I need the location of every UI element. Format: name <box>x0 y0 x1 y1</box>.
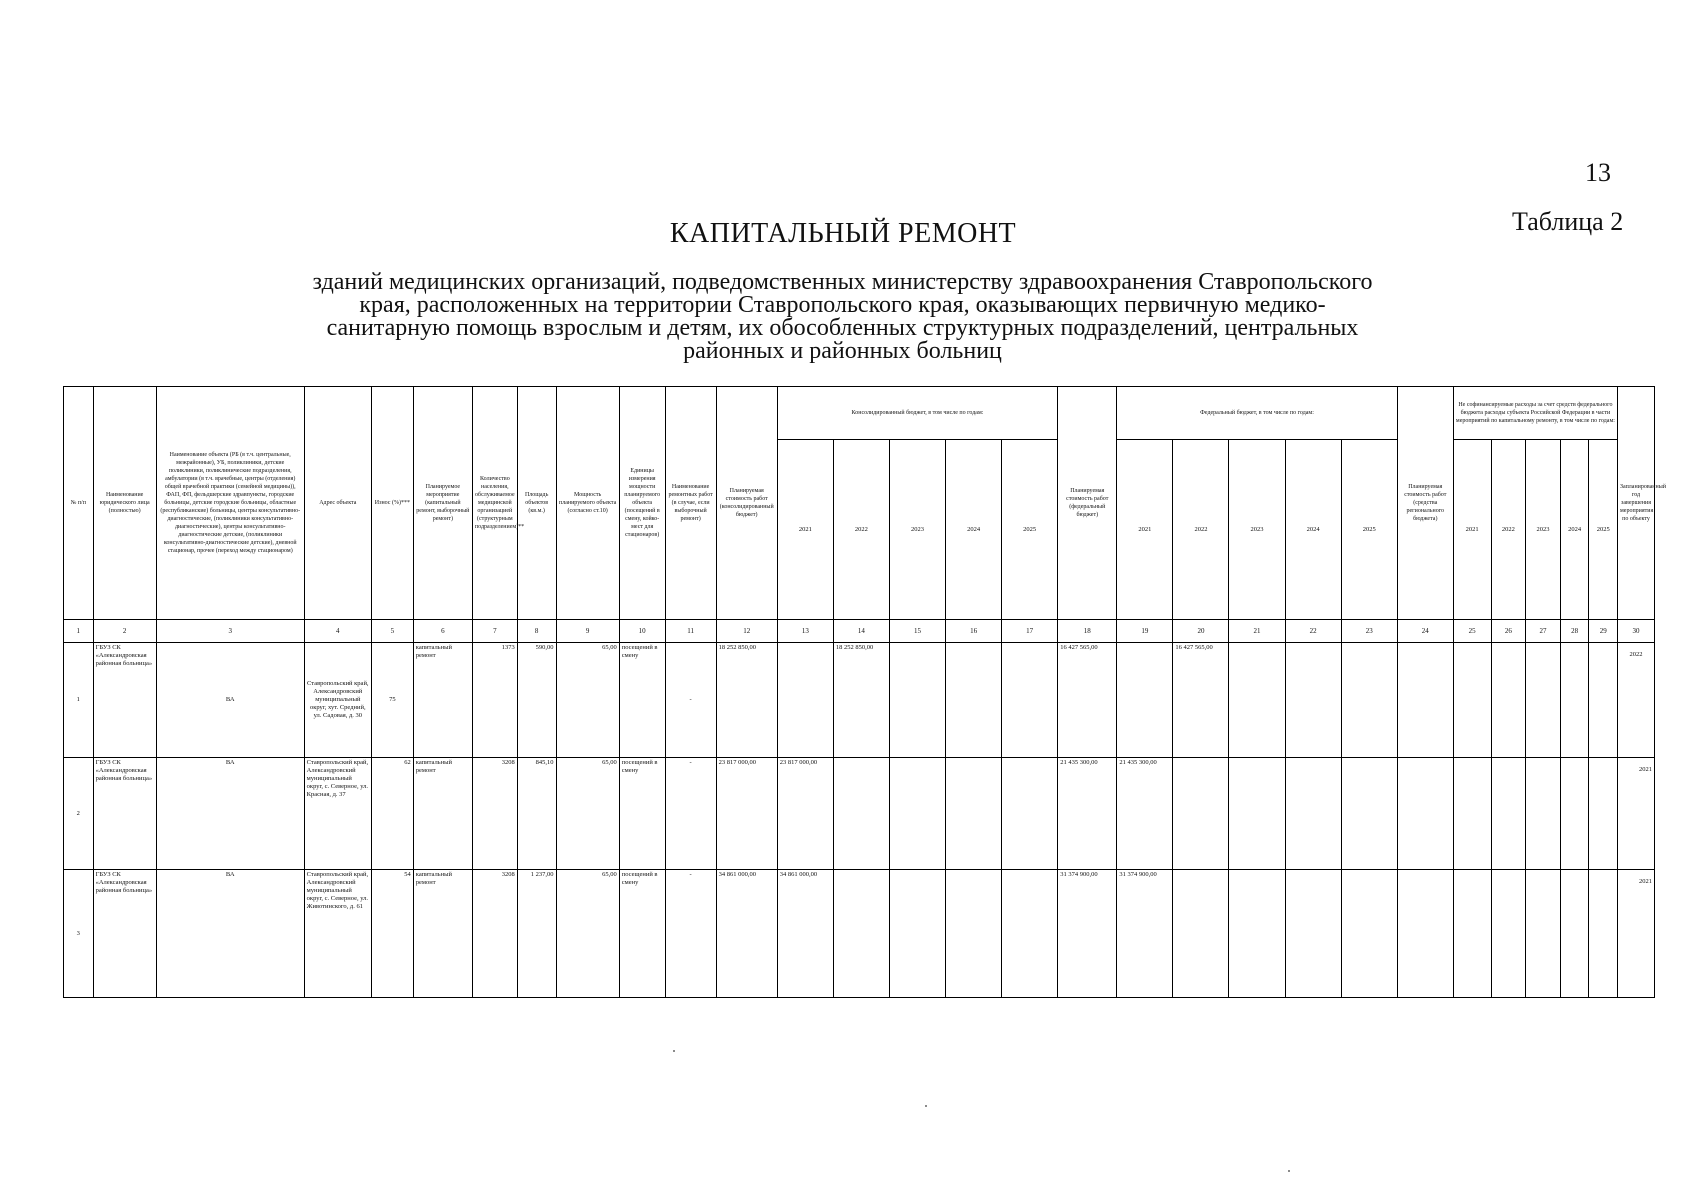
cell-wear: 75 <box>371 643 413 758</box>
cell-measure: капитальный ремонт <box>413 643 472 758</box>
column-number: 17 <box>1002 620 1058 643</box>
header-works: Наименование ремонтных работ (в случае, если выборочный ремонт) <box>665 387 716 620</box>
year-header: 2021 <box>1117 440 1173 620</box>
cell-completion-year: 2021 <box>1617 758 1654 870</box>
header-cost-federal: Планируемая стоимость работ (федеральный бюджет) <box>1058 387 1117 620</box>
column-number: 24 <box>1397 620 1453 643</box>
cell-completion-year: 2021 <box>1617 870 1654 998</box>
header-area: Площадь объектов (кв.м.) <box>517 387 556 620</box>
cell-wear: 54 <box>371 870 413 998</box>
cell-num: 1 <box>64 643 94 758</box>
cell-consolidated-2022: 18 252 850,00 <box>833 643 889 758</box>
column-number: 30 <box>1617 620 1654 643</box>
column-number: 7 <box>472 620 517 643</box>
document-title: КАПИТАЛЬНЫЙ РЕМОНТ <box>669 218 1017 249</box>
column-number: 5 <box>371 620 413 643</box>
year-header: 2023 <box>889 440 945 620</box>
header-unit: Единицы измерения мощности планируемого объекта (посещений в смену, койко-мест для стационаров) <box>619 387 665 620</box>
cell-unit: посещений в смену <box>619 758 665 870</box>
column-number: 8 <box>517 620 556 643</box>
column-number: 13 <box>777 620 833 643</box>
column-number: 3 <box>156 620 304 643</box>
cell-area: 1 237,00 <box>517 870 556 998</box>
year-header: 2023 <box>1229 440 1285 620</box>
header-group-consolidated: Консолидированный бюджет, в том числе по годам: <box>777 387 1057 440</box>
header-entity: Наименование юридического лица (полностью) <box>93 387 156 620</box>
column-number: 6 <box>413 620 472 643</box>
table-row <box>64 643 1655 758</box>
column-number: 10 <box>619 620 665 643</box>
year-header: 2022 <box>833 440 889 620</box>
cell-cost-consolidated: 34 861 000,00 <box>716 870 777 998</box>
header-cost-consolidated: Планируемая стоимость работ (консолидированный бюджет) <box>716 387 777 620</box>
column-number: 12 <box>716 620 777 643</box>
cell-federal-2021: 21 435 300,00 <box>1117 758 1173 870</box>
scan-speck <box>673 1050 675 1052</box>
cell-federal-2022 <box>1173 870 1229 998</box>
header-wear: Износ (%)*** <box>371 387 413 620</box>
header-group-regional: Не софинансируемые расходы за счет средств федерального бюджета расходы субъекта Российской Федерации в части мероприятий по капитальному ремонту, в том числе по годам: <box>1453 387 1617 440</box>
cell-cost-federal: 31 374 900,00 <box>1058 870 1117 998</box>
cell-federal-2022 <box>1173 758 1229 870</box>
cell-consolidated-2021: 23 817 000,00 <box>777 758 833 870</box>
cell-cost-consolidated: 23 817 000,00 <box>716 758 777 870</box>
cell-measure: капитальный ремонт <box>413 758 472 870</box>
year-header: 2024 <box>1560 440 1589 620</box>
header-population: Количество населения, обслуживаемое медицинской организацией (структурным подразделением)** <box>472 387 517 620</box>
cell-works: - <box>665 643 716 758</box>
cell-area: 845,10 <box>517 758 556 870</box>
cell-federal-2022: 16 427 565,00 <box>1173 643 1229 758</box>
cell-capacity: 65,00 <box>556 870 619 998</box>
column-number: 28 <box>1560 620 1589 643</box>
scan-speck <box>1288 1170 1290 1172</box>
cell-measure: капитальный ремонт <box>413 870 472 998</box>
cell-consolidated-2022 <box>833 758 889 870</box>
header-object: Наименование объекта (РБ (в т.ч. центральные, межрайонные), УБ, поликлиники, детские поликлиники, поликлинические подразделения, амбулатории (в т.ч. врачебные, центры (отделения) общей врачебной практики (семейной медицины)), ФАП, ФП, фельдшерские здравпункты, городские больницы, детские городские больницы, областные (республиканские) больницы, центры консультативно-диагностические, (поликлиники консультативно-диагностические), центры консультативно-диагностические детские, (поликлиники консультативно-диагностические детские), дневной стационар, прочее (переход между стационаром) <box>156 387 304 620</box>
cell-completion-year: 2022 <box>1617 643 1654 758</box>
cell-cost-federal: 16 427 565,00 <box>1058 643 1117 758</box>
cell-consolidated-2021: 34 861 000,00 <box>777 870 833 998</box>
header-address: Адрес объекта <box>304 387 371 620</box>
year-header: 2021 <box>777 440 833 620</box>
column-number: 25 <box>1453 620 1491 643</box>
header-measure: Планируемое мероприятие (капитальный ремонт, выборочный ремонт) <box>413 387 472 620</box>
column-number: 9 <box>556 620 619 643</box>
document-subtitle: зданий медицинских организаций, подведомственных министерству здравоохранения Ставропольского края, расположенных на территории Ставропольского края, оказывающих первичную медико-санитарную помощь взрослым и детям, их обособленных структурных подразделений, центральных районных и районных больниц <box>312 269 1373 364</box>
cell-entity: ГБУЗ СК «Александровская районная больница» <box>93 643 156 758</box>
cell-object: ВА <box>156 643 304 758</box>
cell-works: - <box>665 758 716 870</box>
year-header: 2025 <box>1589 440 1618 620</box>
table-number: Таблица 2 <box>1512 207 1624 236</box>
capital-repair-table <box>63 386 1666 998</box>
column-number: 29 <box>1589 620 1618 643</box>
cell-address: Ставропольский край, Александровский муниципальный округ, с. Северное, ул. Красная, д. 37 <box>304 758 371 870</box>
year-header: 2025 <box>1341 440 1397 620</box>
column-number: 16 <box>946 620 1002 643</box>
column-number: 19 <box>1117 620 1173 643</box>
column-numbers-row <box>64 620 1655 643</box>
scan-speck <box>925 1105 927 1107</box>
cell-num: 2 <box>64 758 94 870</box>
cell-federal-2021: 31 374 900,00 <box>1117 870 1173 998</box>
column-number: 4 <box>304 620 371 643</box>
cell-area: 590,00 <box>517 643 556 758</box>
page-number: 13 <box>1585 158 1611 187</box>
cell-address: Ставропольский край, Александровский муниципальный округ, с. Северное, ул. Животинского, д. 61 <box>304 870 371 998</box>
column-number: 23 <box>1341 620 1397 643</box>
year-header: 2021 <box>1453 440 1491 620</box>
cell-entity: ГБУЗ СК «Александровская районная больница» <box>93 758 156 870</box>
cell-unit: посещений в смену <box>619 643 665 758</box>
column-number: 11 <box>665 620 716 643</box>
year-header: 2025 <box>1002 440 1058 620</box>
cell-population: 1373 <box>472 643 517 758</box>
table-row <box>64 870 1655 998</box>
cell-cost-consolidated: 18 252 850,00 <box>716 643 777 758</box>
cell-cost-federal: 21 435 300,00 <box>1058 758 1117 870</box>
cell-object: ВА <box>156 758 304 870</box>
column-number: 27 <box>1526 620 1561 643</box>
header-group-federal: Федеральный бюджет, в том числе по годам: <box>1117 387 1397 440</box>
cell-capacity: 65,00 <box>556 643 619 758</box>
column-number: 20 <box>1173 620 1229 643</box>
header-cost-regional: Планируемая стоимость работ (средства регионального бюджета) <box>1397 387 1453 620</box>
cell-population: 3208 <box>472 758 517 870</box>
cell-entity: ГБУЗ СК «Александровская районная больница» <box>93 870 156 998</box>
year-header: 2024 <box>1285 440 1341 620</box>
cell-object: ВА <box>156 870 304 998</box>
year-header: 2022 <box>1491 440 1526 620</box>
table-row <box>64 758 1655 870</box>
column-number: 1 <box>64 620 94 643</box>
year-header: 2022 <box>1173 440 1229 620</box>
column-number: 22 <box>1285 620 1341 643</box>
column-number: 14 <box>833 620 889 643</box>
cell-wear: 62 <box>371 758 413 870</box>
cell-works: - <box>665 870 716 998</box>
column-number: 15 <box>889 620 945 643</box>
column-number: 26 <box>1491 620 1526 643</box>
cell-address: Ставропольский край, Александровский муниципальный округ, хут. Средний, ул. Садовая, д. 30 <box>304 643 371 758</box>
cell-unit: посещений в смену <box>619 870 665 998</box>
cell-population: 3208 <box>472 870 517 998</box>
cell-capacity: 65,00 <box>556 758 619 870</box>
cell-federal-2021 <box>1117 643 1173 758</box>
header-num: № п/п <box>64 387 94 620</box>
cell-consolidated-2022 <box>833 870 889 998</box>
cell-num: 3 <box>64 870 94 998</box>
cell-consolidated-2021 <box>777 643 833 758</box>
column-number: 2 <box>93 620 156 643</box>
header-capacity: Мощность планируемого объекта (согласно ст.10) <box>556 387 619 620</box>
column-number: 18 <box>1058 620 1117 643</box>
header-completion-year: Запланированный год завершения мероприятия по объекту <box>1617 387 1654 620</box>
year-header: 2023 <box>1526 440 1561 620</box>
year-header: 2024 <box>946 440 1002 620</box>
column-number: 21 <box>1229 620 1285 643</box>
